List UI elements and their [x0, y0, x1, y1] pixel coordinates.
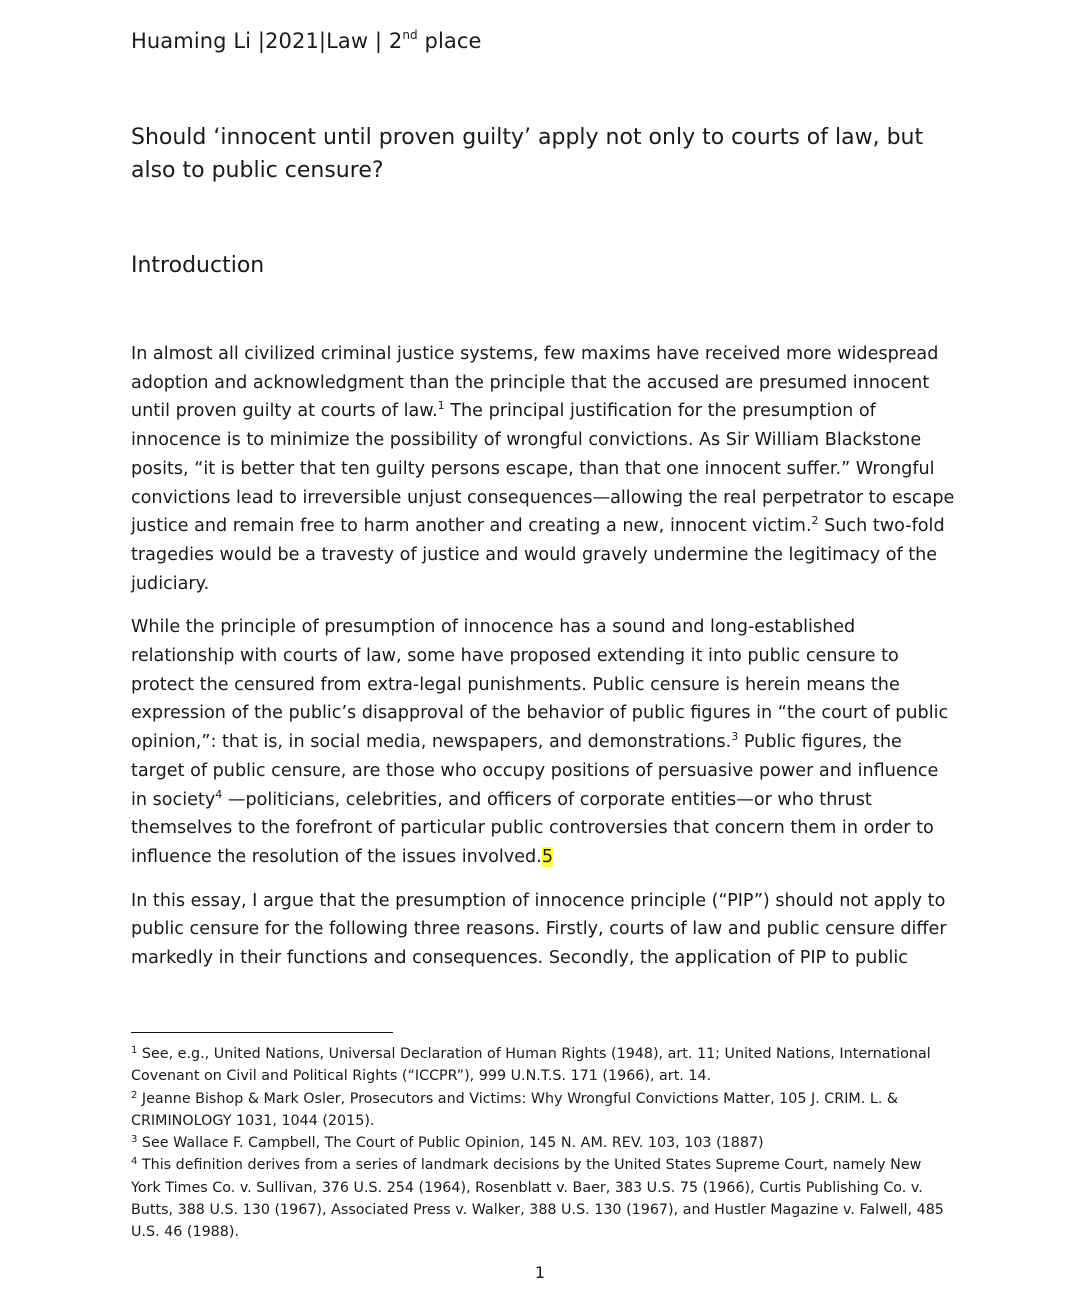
body-text — [131, 340, 959, 988]
footnote-number: 4 — [131, 1156, 138, 1168]
footnote-text: See Wallace F. Campbell, The Court of Public Opinion, 145 N. AM. REV. 103, 103 (1887) — [137, 1135, 764, 1152]
paragraph-2 — [131, 613, 959, 871]
paragraph-1-text-c: Such two-fold tragedies would be a travesty of justice and would gravely undermine the legitimacy of the judiciary. — [131, 516, 945, 594]
footnote-separator — [131, 1032, 393, 1033]
footnote-ref-3: 3 — [731, 730, 739, 744]
header-tail: place — [417, 29, 482, 53]
paragraph-3: In this essay, I argue that the presumption of innocence principle (“PIP”) should not apply to public censure for the following three reasons. Firstly, courts of law and public censure differ markedly in their functions and consequences. Secondly, the application of PIP to public — [131, 890, 947, 969]
paragraph-2-text-a: While the principle of presumption of innocence has a sound and long-established relationship with courts of law, some have proposed extending it into public censure to protect the censured from extra-legal punishments. Public censure is herein means the expression of the public’s disapproval of the behavior of public figures in “the court of public opinion,”: that is, in social media, newspapers, and demonstrations. — [131, 617, 949, 753]
footnote-text: This definition derives from a series of landmark decisions by the United States Supreme Court, namely New York Times Co. v. Sullivan, 376 U.S. 254 (1964), Rosenblatt v. Baer, 383 U.S. 75 (1966), Curtis Publishing Co. v. Butts, 388 U.S. 130 (1967), Associated Press v. Walker, 388 U.S. 130 (1967), and Hustler Magazine v. Falwell, 485 U.S. 46 (1988). — [131, 1157, 944, 1241]
paragraph-2-text-c: —politicians, celebrities, and officers of corporate entities—or who thrust themselves to the forefront of particular public controversies that concern them in order to influence the resolution of the issues involved. — [131, 789, 934, 867]
footnote-number: 3 — [131, 1134, 138, 1146]
footnote-text: See, e.g., United Nations, Universal Declaration of Human Rights (1948), art. 11; United Nations, International Covenant on Civil and Political Rights (“ICCPR”), 999 U.N.T.S. 171 (1966), art. 14. — [131, 1046, 931, 1085]
paragraph-1 — [131, 340, 959, 598]
footnote-ref-2: 2 — [811, 514, 819, 528]
footnote-ref-1: 1 — [437, 399, 445, 413]
footnote-ref-4: 4 — [215, 787, 223, 801]
footnotes — [131, 1043, 953, 1244]
footnote-text: Jeanne Bishop & Mark Osler, Prosecutors and Victims: Why Wrongful Convictions Matter, 105 J. CRIM. L. & CRIMINOLOGY 1031, 1044 (2015). — [131, 1090, 899, 1129]
footnote-number: 1 — [131, 1045, 138, 1056]
footnote-number: 2 — [131, 1089, 138, 1101]
highlighted-footnote-ref-5: 5 — [541, 846, 554, 867]
footnote-2 — [131, 1088, 953, 1133]
footnote-1 — [131, 1043, 953, 1088]
footnote-4 — [131, 1154, 953, 1243]
header-ordinal-suffix: nd — [402, 28, 418, 42]
paragraph-1-text-b: The principal justification for the presumption of innocence is to minimize the possibility of wrongful convictions. As Sir William Blackstone posits, “it is better that ten guilty persons escape, than that one innocent suffer.” Wrongful convictions lead to irreversible unjust consequences—allowing the real perpetrator to escape justice and remain free to harm another and creating a new, innocent victim. — [131, 401, 955, 537]
running-header — [131, 26, 482, 56]
page-number: 1 — [534, 1263, 546, 1282]
section-heading-introduction: Introduction — [131, 253, 265, 278]
header-text: Huaming Li |2021|Law | 2 — [131, 29, 403, 53]
paragraph-2-text-b: Public figures, the target of public censure, are those who occupy positions of persuasive power and influence in society — [131, 732, 939, 810]
essay-title: Should ‘innocent until proven guilty’ apply not only to courts of law, but also to public censure? — [131, 125, 924, 183]
footnote-3 — [131, 1132, 953, 1154]
paragraph-1-text-a: In almost all civilized criminal justice systems, few maxims have received more widespread adoption and acknowledgment than the principle that the accused are presumed innocent until proven guilty at courts of law. — [131, 344, 939, 422]
